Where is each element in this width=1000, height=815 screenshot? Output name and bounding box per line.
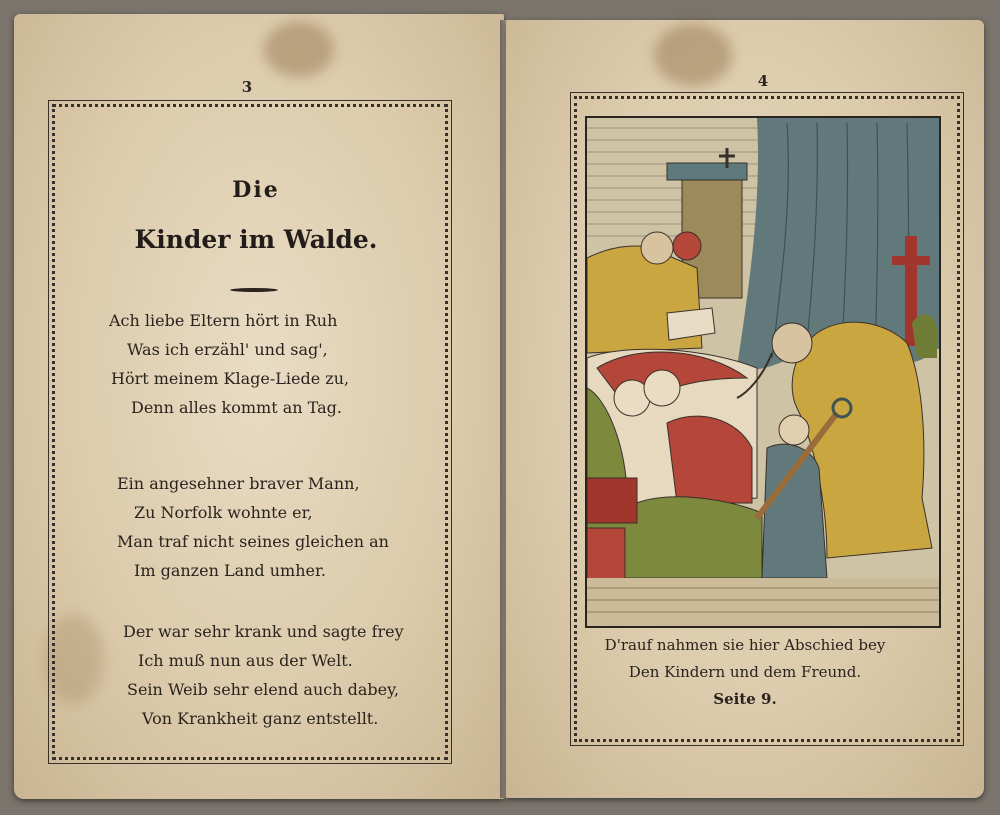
stanza-1 xyxy=(14,306,504,422)
verse-line: Ein angesehner braver Mann, xyxy=(117,474,360,493)
title-line-1: Die xyxy=(232,177,280,203)
verse-line: Ich muß nun aus der Welt. xyxy=(138,651,353,670)
caption-line: Den Kindern und dem Freund. xyxy=(628,663,862,681)
verse-line: Ach liebe Eltern hört in Ruh xyxy=(109,311,338,330)
verse-line: Denn alles kommt an Tag. xyxy=(131,398,342,417)
title-line-2: Kinder im Walde. xyxy=(134,225,378,254)
page-number: 3 xyxy=(241,78,253,96)
page-number: 4 xyxy=(757,72,769,90)
left-page xyxy=(14,14,504,799)
verse-line: Was ich erzähl' und sag', xyxy=(127,340,328,359)
verse-line: Hört meinem Klage-Liede zu, xyxy=(111,369,350,388)
ornament-rule xyxy=(230,288,278,292)
stanza-2 xyxy=(14,469,504,585)
water-stain xyxy=(264,22,334,77)
verse-line: Im ganzen Land umher. xyxy=(134,561,326,580)
verse-line: Der war sehr krank und sagte frey xyxy=(123,622,404,641)
verse-line: Man traf nicht seines gleichen an xyxy=(117,532,389,551)
caption-line: D'rauf nahmen sie hier Abschied bey xyxy=(604,636,886,654)
water-stain xyxy=(654,24,732,86)
illustration-caption xyxy=(506,632,984,713)
page-reference: Seite 9. xyxy=(713,690,777,708)
verse-line: Von Krankheit ganz entstellt. xyxy=(142,709,379,728)
illustration xyxy=(585,116,941,628)
verse-line: Zu Norfolk wohnte er, xyxy=(134,503,313,522)
verse-line: Sein Weib sehr elend auch dabey, xyxy=(127,680,400,699)
stanza-3 xyxy=(14,617,504,733)
